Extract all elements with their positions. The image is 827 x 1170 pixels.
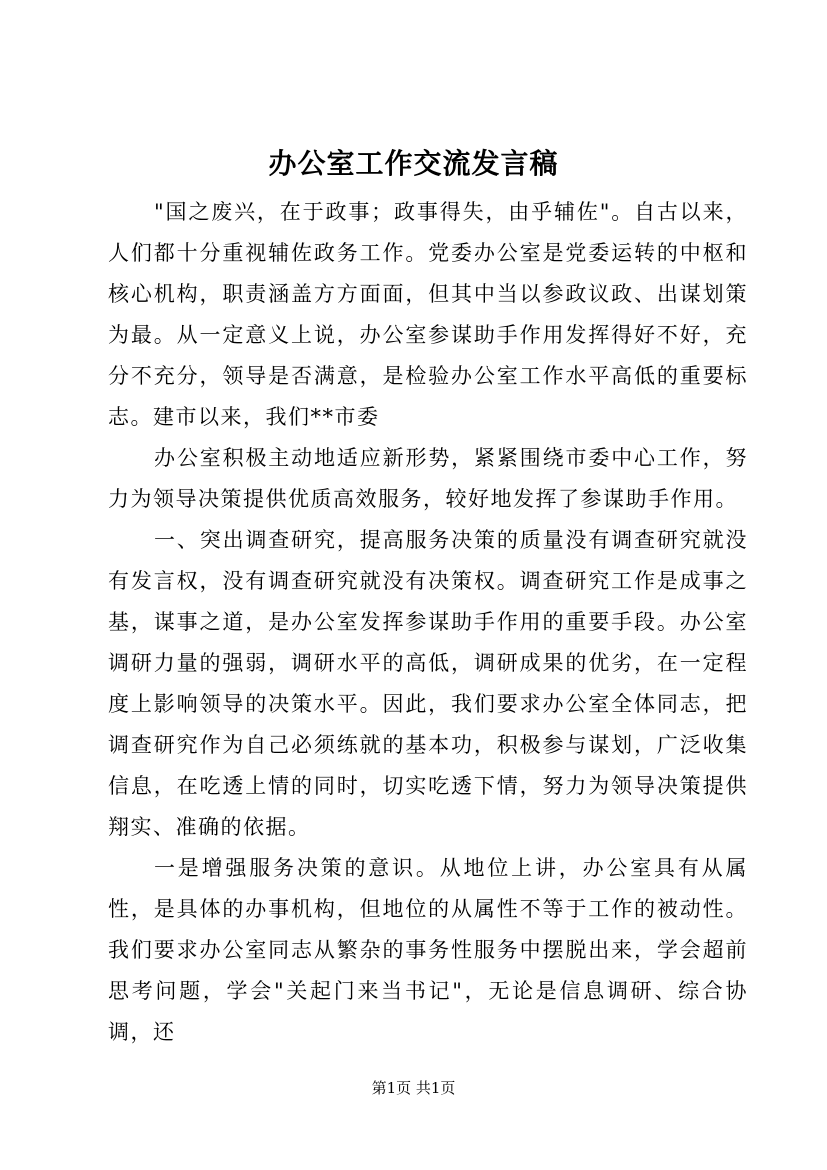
paragraph-2: 办公室积极主动地适应新形势，紧紧围绕市委中心工作，努力为领导决策提供优质高效服务，较好地发挥了参谋助手作用。 [108,446,748,511]
paragraph-1: "国之废兴，在于政事；政事得失，由乎辅佐"。自古以来，人们都十分重视辅佐政务工作。党委办公室是党委运转的中枢和核心机构，职责涵盖方方面面，但其中当以参政议政、出谋划策为最。从一定意义上说，办公室参谋助手作用发挥得好不好，充分不充分，领导是否满意，是检验办公室工作水平高低的重要标志。建市以来，我们**市委 [108,200,748,429]
paragraph-4: 一是增强服务决策的意识。从地位上讲，办公室具有从属性，是具体的办事机构，但地位的从属性不等于工作的被动性。我们要求办公室同志从繁杂的事务性服务中摆脱出来，学会超前思考问题，学会"关起门来当书记"，无论是信息调研、综合协调，还 [108,856,748,1044]
paragraph-3: 一、突出调查研究，提高服务决策的质量没有调查研究就没有发言权，没有调查研究就没有决策权。调查研究工作是成事之基，谋事之道，是办公室发挥参谋助手作用的重要手段。办公室调研力量的强弱，调研水平的高低，调研成果的优劣，在一定程度上影响领导的决策水平。因此，我们要求办公室全体同志，把调查研究作为自己必须练就的基本功，积极参与谋划，广泛收集信息，在吃透上情的同时，切实吃透下情，努力为领导决策提供翔实、准确的依据。 [108,528,748,839]
page-number-footer: 第1页 共1页 [371,1079,456,1097]
document-title: 办公室工作交流发言稿 [268,147,559,180]
document-body [108,192,748,1053]
